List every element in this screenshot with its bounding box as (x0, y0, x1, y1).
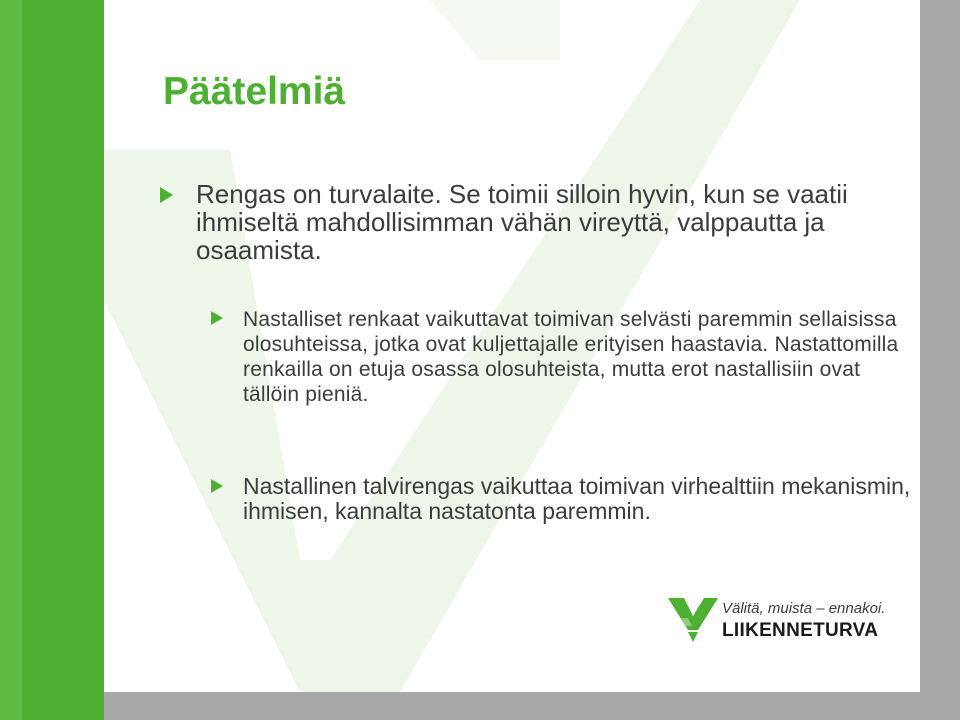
bullet-triangle-icon (211, 311, 223, 325)
checkmark-logo-icon (668, 594, 718, 644)
bullet-3 (243, 474, 923, 524)
slide-title: Päätelmiä (163, 70, 346, 113)
bullet-1 (196, 180, 896, 264)
left-light-strip (0, 0, 22, 720)
bullet-1-text: Rengas on turvalaite. Se toimii silloin hyvin, kun se vaatii ihmiseltä mahdollisimman vähän vireyttä, valppautta ja osaamista. (196, 179, 848, 265)
logo-slogan: Välitä, muista – ennakoi. (722, 600, 886, 617)
liikenneturva-logo (668, 594, 898, 648)
bullet-2-text: Nastalliset renkaat vaikuttavat toimivan selvästi paremmin sellaisissa olosuhteissa, jotka ovat kuljettajalle erityisen haastavia. Nastattomilla renkailla on etuja osassa olosuhteista, mutta erot nastallisiin ovat tällöin pieniä. (243, 308, 899, 406)
logo-brand-name: LIIKENNETURVA (722, 620, 879, 641)
gray-frame-bottom (0, 692, 960, 720)
bullet-3-text: Nastallinen talvirengas vaikuttaa toimivan virhealttiin mekanismin, ihmisen, kannalta nastatonta paremmin. (243, 473, 911, 524)
bullet-triangle-icon (211, 479, 223, 493)
gray-frame-right (918, 0, 960, 720)
bullet-triangle-icon (160, 187, 173, 203)
bullet-2 (243, 307, 903, 407)
